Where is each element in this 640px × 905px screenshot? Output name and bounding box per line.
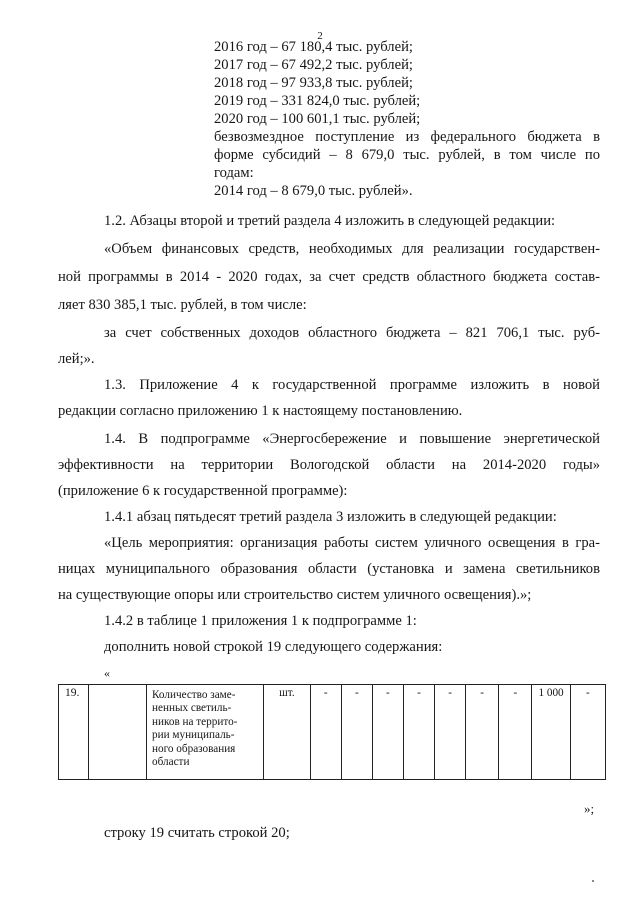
federal-line-1: безвозмездное поступление из федерального бюджета в bbox=[214, 129, 600, 145]
quote1-line-2: ной программы в 2014 - 2020 годах, за счет средств областного бюджета состав- bbox=[58, 269, 600, 285]
clause-1-4-2: 1.4.2 в таблице 1 приложения 1 к подпрограмме 1: bbox=[104, 613, 417, 629]
unit-cell: шт. bbox=[264, 685, 311, 780]
budget-year-2017: 2017 год – 67 492,2 тыс. рублей; bbox=[214, 57, 413, 73]
quote1-line-3: ляет 830 385,1 тыс. рублей, в том числе: bbox=[58, 297, 307, 313]
clause-1-4-line-2: эффективности на территории Вологодской области на 2014-2020 годы» bbox=[58, 457, 600, 473]
target-value-cell: 1 000 bbox=[532, 685, 570, 780]
value-cell: - bbox=[341, 685, 372, 780]
indicator-name-line: ников на террито- bbox=[152, 715, 238, 728]
federal-line-4: 2014 год – 8 679,0 тыс. рублей». bbox=[214, 183, 413, 199]
add-row-instruction: дополнить новой строкой 19 следующего содержания: bbox=[104, 639, 443, 655]
clause-1-3-line-2: редакции согласно приложению 1 к настоящему постановлению. bbox=[58, 403, 463, 419]
page-number: 2 bbox=[317, 30, 323, 42]
value-cell: - bbox=[310, 685, 341, 780]
quote1-line-4: за счет собственных доходов областного бюджета – 821 706,1 тыс. руб- bbox=[104, 325, 600, 341]
federal-line-2: форме субсидий – 8 679,0 тыс. рублей, в том числе по bbox=[214, 147, 600, 163]
row-number: 19. bbox=[59, 685, 89, 780]
budget-year-2018: 2018 год – 97 933,8 тыс. рублей; bbox=[214, 75, 413, 91]
federal-line-3: годам: bbox=[214, 165, 254, 181]
quote2-line-3: на существующие опоры или строительство систем уличного освещения).»; bbox=[58, 587, 532, 603]
quote1-line-1: «Объем финансовых средств, необходимых для реализации государствен- bbox=[104, 241, 600, 257]
indicator-name-line: ненных светиль- bbox=[152, 702, 232, 715]
clause-1-3-line-1: 1.3. Приложение 4 к государственной программе изложить в новой bbox=[104, 377, 600, 393]
value-cell: - bbox=[499, 685, 532, 780]
renumber-line: строку 19 считать строкой 20; bbox=[104, 825, 290, 841]
scan-speck bbox=[592, 880, 594, 882]
indicator-name-line: ного образования bbox=[152, 742, 236, 755]
clause-1-4-line-1: 1.4. В подпрограмме «Энергосбережение и повышение энергетической bbox=[104, 431, 600, 447]
indicator-name-line: области bbox=[152, 756, 190, 769]
clause-1-4-1: 1.4.1 абзац пятьдесят третий раздела 3 изложить в следующей редакции: bbox=[104, 509, 557, 525]
quote1-line-5: лей;». bbox=[58, 351, 95, 367]
budget-year-2020: 2020 год – 100 601,1 тыс. рублей; bbox=[214, 111, 421, 127]
indicator-name-cell bbox=[147, 685, 264, 780]
open-quote: « bbox=[104, 666, 110, 680]
value-cell: - bbox=[372, 685, 403, 780]
table-row bbox=[59, 685, 606, 780]
clause-1-2: 1.2. Абзацы второй и третий раздела 4 изложить в следующей редакции: bbox=[104, 213, 556, 229]
budget-year-2016: 2016 год – 67 180,4 тыс. рублей; bbox=[214, 39, 413, 55]
close-quote: »; bbox=[584, 801, 595, 816]
table-row-19 bbox=[58, 684, 606, 780]
empty-cell bbox=[89, 685, 147, 780]
budget-year-2019: 2019 год – 331 824,0 тыс. рублей; bbox=[214, 93, 421, 109]
clause-1-4-line-3: (приложение 6 к государственной программе): bbox=[58, 483, 348, 499]
value-cell: - bbox=[466, 685, 499, 780]
indicator-name-line: рии муниципаль- bbox=[152, 729, 235, 742]
value-cell: - bbox=[435, 685, 466, 780]
quote2-line-1: «Цель мероприятия: организация работы систем уличного освещения в гра- bbox=[104, 535, 600, 551]
indicator-name-line: Количество заме- bbox=[152, 689, 236, 701]
value-cell: - bbox=[403, 685, 434, 780]
quote2-line-2: ницах муниципального образования области (установка и замена светильников bbox=[58, 561, 600, 577]
value-cell: - bbox=[570, 685, 605, 780]
